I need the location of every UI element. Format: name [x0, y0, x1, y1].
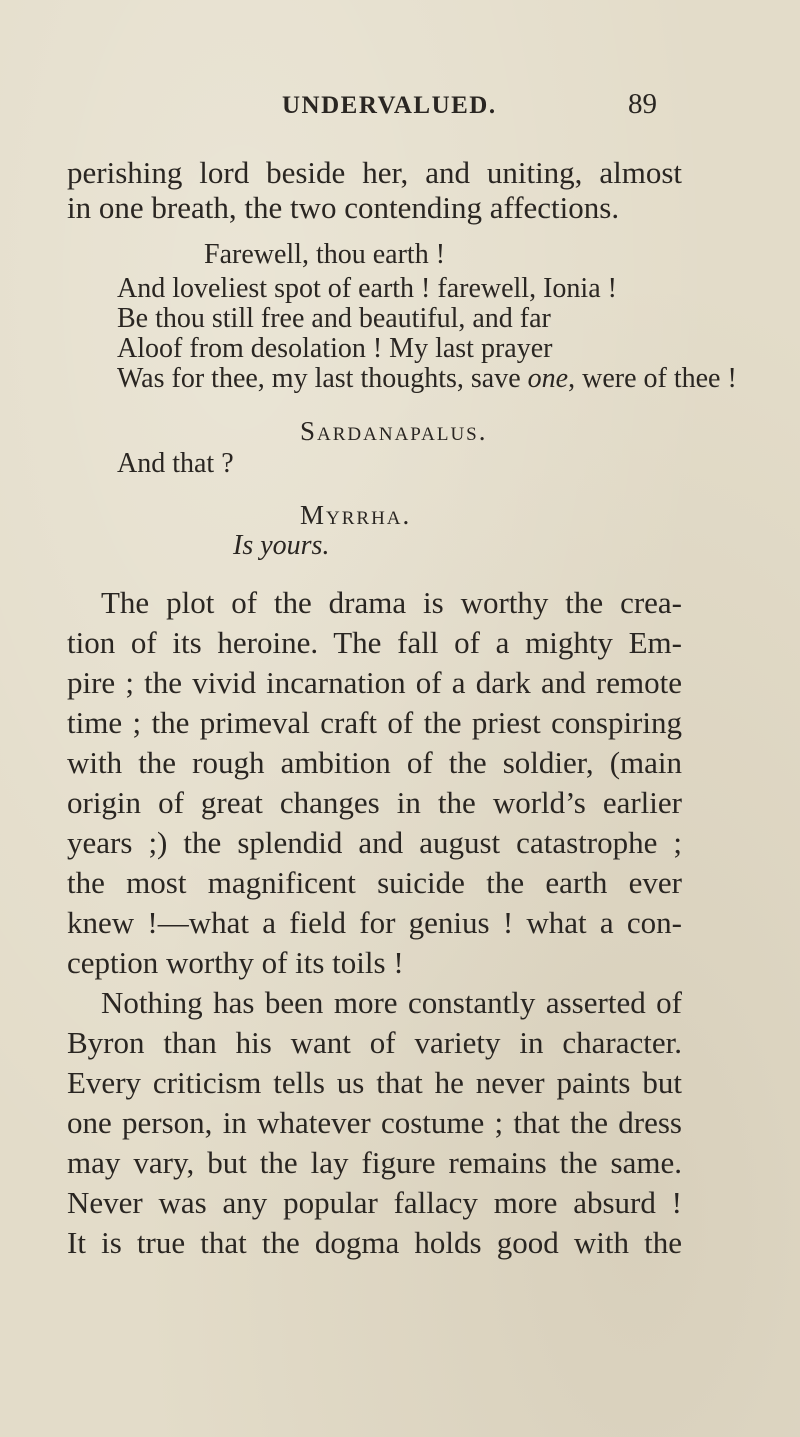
verse-line: Be thou still free and beautiful, and far — [117, 303, 551, 334]
text-line: The plot of the drama is worthy the crea- — [101, 585, 682, 620]
text-line: may vary, but the lay figure remains the same. — [67, 1145, 682, 1180]
text-line: It is true that the dogma holds good with the — [67, 1225, 682, 1260]
speech-line: Is yours. — [233, 530, 330, 561]
page-number: 89 — [628, 88, 657, 120]
text-line: Byron than his want of variety in character. — [67, 1025, 682, 1060]
text-line: knew !—what a field for genius ! what a con- — [67, 905, 682, 940]
text-line: origin of great changes in the world’s earlier — [67, 785, 682, 820]
speech-line: And that ? — [117, 448, 234, 479]
text-line: Never was any popular fallacy more absurd ! — [67, 1185, 682, 1220]
emphasis: one — [527, 363, 569, 394]
text-line: with the rough ambition of the soldier, (main — [67, 745, 682, 780]
text-line: years ;) the splendid and august catastrophe ; — [67, 825, 682, 860]
text-line: pire ; the vivid incarnation of a dark and remote — [67, 665, 682, 700]
page-header — [0, 86, 800, 126]
text-line: perishing lord beside her, and uniting, almost — [67, 155, 682, 190]
text-line: in one breath, the two contending affections. — [67, 190, 620, 225]
speaker-name: Myrrha. — [300, 500, 412, 530]
text-line: ception worthy of its toils ! — [67, 945, 404, 980]
text-line: one person, in whatever costume ; that the dress — [67, 1105, 682, 1140]
verse-line: Aloof from desolation ! My last prayer — [117, 333, 553, 364]
text-line: Nothing has been more constantly asserted of — [101, 985, 682, 1020]
verse-line: Was for thee, my last thoughts, save one, were of thee ! — [117, 363, 737, 394]
text-line: time ; the primeval craft of the priest conspiring — [67, 705, 682, 740]
verse-line: And loveliest spot of earth ! farewell, Ionia ! — [117, 273, 617, 304]
verse-line: Farewell, thou earth ! — [204, 239, 446, 270]
text-line: Every criticism tells us that he never paints but — [67, 1065, 682, 1100]
running-head: UNDERVALUED. — [282, 92, 497, 119]
speaker-name: Sardanapalus. — [300, 416, 488, 446]
text-line: tion of its heroine. The fall of a mighty Em- — [67, 625, 682, 660]
text-line: the most magnificent suicide the earth ever — [67, 865, 682, 900]
